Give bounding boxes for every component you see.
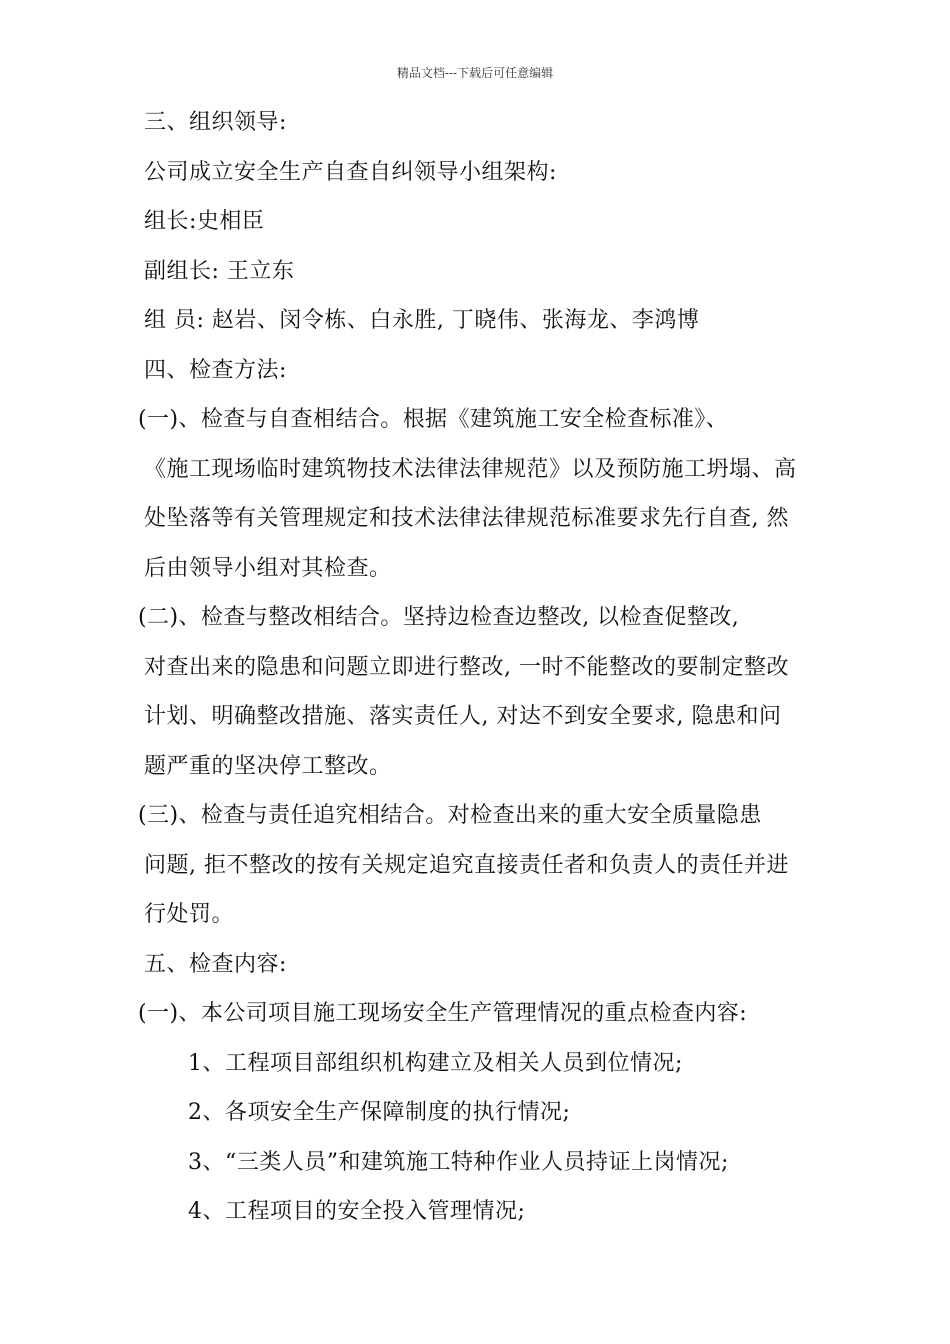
paragraph-line: 公司成立安全生产自查自纠领导小组架构: (144, 159, 557, 185)
page-header: 精品文档---下载后可任意编辑 (396, 66, 554, 80)
list-item: 1、工程项目部组织机构建立及相关人员到位情况; (188, 1050, 683, 1076)
deputy-leader-line: 副组长: 王立东 (144, 258, 295, 284)
paragraph-line: 计划、明确整改措施、落实责任人, 对达不到安全要求, 隐患和问 (144, 704, 782, 729)
paragraph-line: (三)、检查与责任追究相结合。对检查出来的重大安全质量隐患 (138, 803, 762, 828)
paragraph-line: 处坠落等有关管理规定和技术法律法律规范标准要求先行自查, 然 (144, 506, 789, 531)
paragraph-line: 对查出来的隐患和问题立即进行整改, 一时不能整改的要制定整改 (144, 654, 789, 680)
team-leader-line: 组长:史相臣 (144, 209, 265, 234)
section-heading-methods: 四、检查方法: (144, 357, 287, 383)
paragraph-line: 行处罚。 (144, 902, 235, 927)
paragraph-line: (一)、检查与自查相结合。根据《建筑施工安全检查标准》、 (138, 407, 729, 432)
document-body (138, 98, 804, 1237)
paragraph-line: 问题, 拒不整改的按有关规定追究直接责任者和负责人的责任并进 (144, 852, 789, 878)
list-item: 3、“三类人员”和建筑施工特种作业人员持证上岗情况; (188, 1149, 729, 1175)
paragraph-line: 《施工现场临时建筑物技术法律法律规范》以及预防施工坍塌、高 (144, 456, 797, 482)
paragraph-line: (一)、本公司项目施工现场安全生产管理情况的重点检查内容: (138, 1001, 748, 1026)
team-members-line: 组 员: 赵岩、闵令栋、白永胜, 丁晓伟、张海龙、李鸿博 (144, 308, 700, 333)
list-item: 2、各项安全生产保障制度的执行情况; (188, 1100, 571, 1125)
section-heading-content: 五、检查内容: (144, 951, 287, 977)
paragraph-line: 后由领导小组对其检查。 (144, 555, 392, 581)
section-heading-organization: 三、组织领导: (144, 110, 287, 135)
paragraph-line: (二)、检查与整改相结合。坚持边检查边整改, 以检查促整改, (138, 605, 740, 630)
paragraph-line: 题严重的坚决停工整改。 (144, 753, 392, 779)
list-item: 4、工程项目的安全投入管理情况; (188, 1199, 526, 1224)
